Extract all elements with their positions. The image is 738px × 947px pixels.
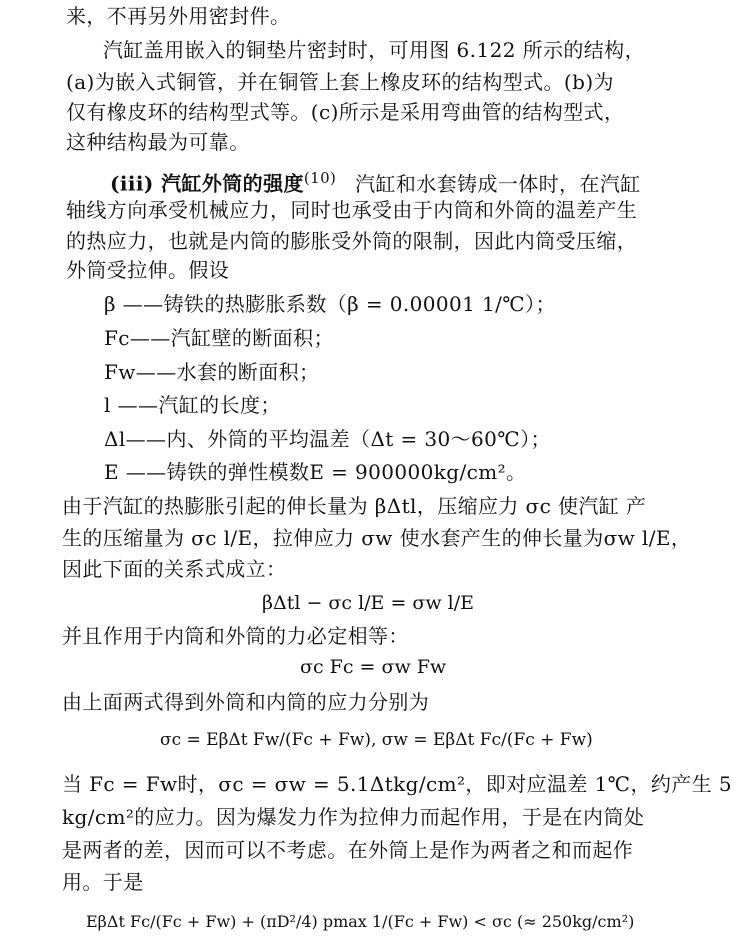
- equation-1: βΔtl − σc l/E = σw l/E: [262, 592, 475, 614]
- definition-e: E ——铸铁的弹性模数E = 900000kg/cm²。: [104, 460, 527, 484]
- text-line-1: 来，不再另外用密封件。: [66, 4, 291, 28]
- equation-2: σc Fc = σw Fw: [300, 656, 447, 678]
- definition-delta-t: Δl——内、外筒的平均温差（Δt = 30～60℃）；: [104, 427, 551, 451]
- text-para-7: kg/cm²的应力。因为爆发力作为拉伸力而起作用，于是在内筒处: [62, 805, 645, 829]
- text-line-4: 仅有橡皮环的结构型式等。(c)所示是采用弯曲管的结构型式，: [66, 100, 625, 124]
- text-line-7: 轴线方向承受机械应力，同时也承受由于内筒和外筒的温差产生: [66, 198, 638, 222]
- text-para-9: 用。于是: [62, 870, 144, 894]
- text-line-5: 这种结构最为可靠。: [66, 130, 250, 154]
- text-line-2: 汽缸盖用嵌入的铜垫片密封时，可用图 6.122 所示的结构，: [103, 38, 645, 62]
- section-heading-line: [110, 166, 641, 196]
- heading-rest: 汽缸和水套铸成一体时，在汽缸: [355, 171, 641, 196]
- text-line-9: 外筒受拉伸。假设: [66, 258, 230, 282]
- text-para-8: 是两者的差，因而可以不考虑。在外筒上是作为两者之和而起作: [62, 838, 634, 862]
- text-para-6: 当 Fc = Fw时，σc = σw = 5.1Δtkg/cm²，即对应温差 1℃，约产生 5: [62, 772, 732, 796]
- text-para-3: 因此下面的关系式成立：: [62, 557, 287, 581]
- equation-3: σc = EβΔt Fw/(Fc + Fw), σw = EβΔt Fc/(Fc + Fw): [160, 730, 593, 750]
- text-para-2: 生的压缩量为 σc l/E，拉伸应力 σw 使水套产生的伸长量为σw l/E，: [62, 526, 692, 550]
- text-para-5: 由上面两式得到外筒和内筒的应力分别为: [62, 690, 430, 714]
- definition-beta: β ——铸铁的热膨胀系数（β = 0.00001 1/℃）；: [104, 292, 556, 316]
- definition-fw: Fw——水套的断面积；: [104, 360, 320, 384]
- text-para-1: 由于汽缸的热膨胀引起的伸长量为 βΔtl，压缩应力 σc 使汽缸 产: [62, 494, 647, 518]
- definition-l: l ——汽缸的长度；: [104, 393, 281, 417]
- definition-fc: Fc——汽缸壁的断面积；: [104, 326, 334, 350]
- section-heading: (iii) 汽缸外筒的强度: [110, 171, 304, 196]
- equation-4: EβΔt Fc/(Fc + Fw) + (πD²/4) pmax 1/(Fc + Fw) < σc (≈ 250kg/cm²): [86, 912, 635, 931]
- text-line-3: (a)为嵌入式铜管，并在铜管上套上橡皮环的结构型式。(b)为: [66, 70, 614, 94]
- text-para-4: 并且作用于内筒和外筒的力必定相等：: [62, 624, 409, 648]
- text-line-8: 的热应力，也就是内筒的膨胀受外筒的限制，因此内筒受压缩，: [66, 229, 638, 253]
- reference-mark: (10): [303, 169, 337, 187]
